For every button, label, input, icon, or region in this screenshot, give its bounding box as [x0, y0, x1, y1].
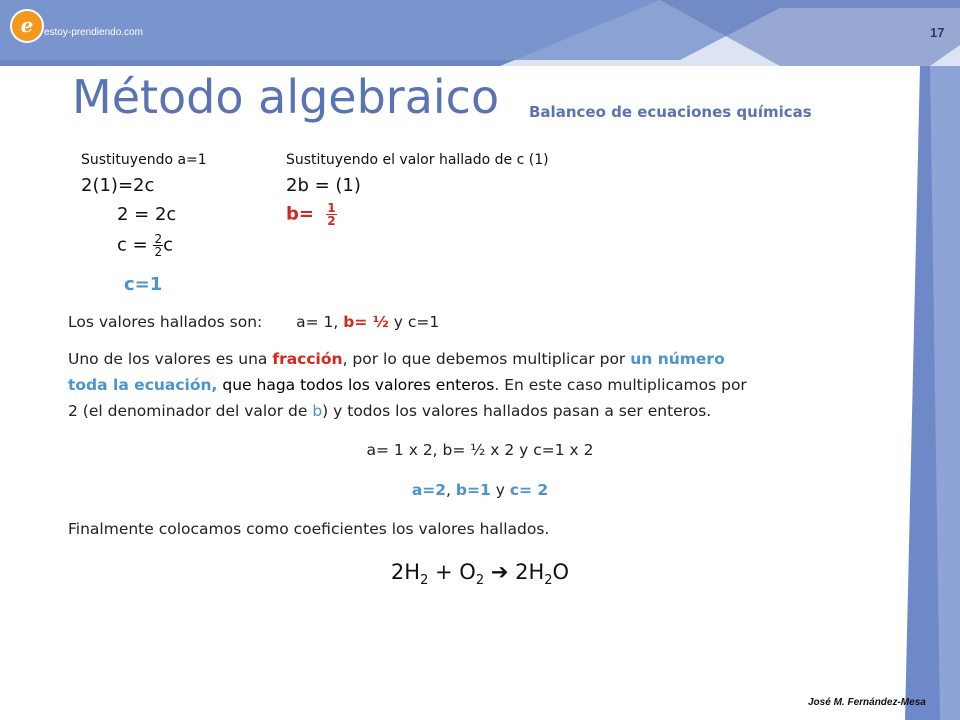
author-credit: José M. Fernández-Mesa [808, 697, 926, 708]
values-line: Los valores hallados son: a= 1, b= ½ y c=1 [68, 313, 440, 331]
left-line-3 [117, 233, 173, 258]
b-result-prefix: b= [286, 203, 314, 225]
left-line-2: 2 = 2c [117, 204, 177, 225]
c-result: c=1 [124, 274, 163, 295]
left-line-3-prefix: c = [117, 234, 148, 256]
fraction: $\frac{2}{2}$ [154, 232, 163, 259]
left-line-1: 2(1)=2c [81, 175, 155, 196]
page-number: 17 [930, 25, 945, 40]
paragraph-line-1: Uno de los valores es una fracción, por lo que debemos multiplicar por un número [68, 350, 725, 368]
paragraph-line-2: toda la ecuación, que haga todos los valores enteros. En este caso multiplicamos por [68, 376, 747, 394]
right-heading: Sustituyendo el valor hallado de c (1) [286, 152, 549, 168]
b-result [286, 202, 337, 227]
final-values: a=2, b=1 y c= 2 [411, 481, 549, 499]
left-line-3-suffix: c [163, 234, 173, 256]
b-fraction: $\frac{1}{2}$ [327, 201, 336, 228]
balanced-equation: $2H_2 + O_2$ ➔ $2H_2O$ [390, 560, 570, 589]
slide-subtitle: Balanceo de ecuaciones químicas [529, 103, 812, 121]
final-text: Finalmente colocamos como coeficientes los valores hallados. [68, 520, 550, 538]
slide-title: Método algebraico [72, 70, 500, 124]
arrow-icon: ➔ [490, 560, 509, 584]
paragraph-line-3: 2 (el denominador del valor de b) y todos los valores hallados pasan a ser enteros. [68, 402, 712, 420]
multiply-line: a= 1 x 2, b= ½ x 2 y c=1 x 2 [366, 441, 594, 459]
right-line-1: 2b = (1) [286, 175, 361, 196]
left-heading: Sustituyendo a=1 [81, 152, 207, 168]
site-logo-icon[interactable]: e [10, 9, 44, 43]
site-name[interactable]: estoy-prendiendo.com [44, 27, 143, 38]
